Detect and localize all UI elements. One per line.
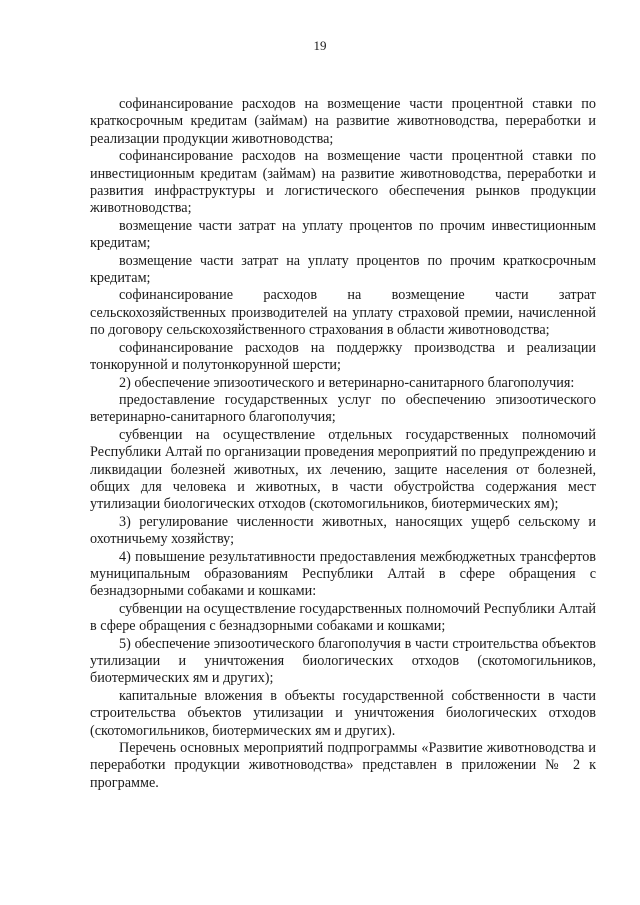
- paragraph: 5) обеспечение эпизоотического благополучия в части строительства объектов утилизации и уничтожения биологических отходов (скотомогильников, биотермических ям и других);: [90, 635, 596, 687]
- page-number: 19: [313, 38, 327, 53]
- paragraph: софинансирование расходов на возмещение части процентной ставки по краткосрочным кредитам (займам) на развитие животноводства, переработки и реализации продукции животноводства;: [90, 96, 596, 147]
- paragraph: софинансирование расходов на возмещение части затрат сельскохозяйственных производителей на уплату страховой премии, начисленной по договору сельскохозяйственного страхования в области животноводства;: [90, 287, 596, 339]
- paragraph: возмещение части затрат на уплату процентов по прочим инвестиционным кредитам;: [90, 217, 596, 252]
- paragraph: 3) регулирование численности животных, наносящих ущерб сельскому и охотничьему хозяйству;: [90, 513, 596, 548]
- paragraph: софинансирование расходов на поддержку производства и реализации тонкорунной и полутонкорунной шерсти;: [90, 339, 596, 374]
- document-body: [90, 96, 596, 792]
- paragraph: софинансирование расходов на возмещение части процентной ставки по инвестиционным кредитам (займам) на развитие животноводства, переработки и развития инфраструктуры и логистического обеспечения рынков продукции животноводства;: [90, 148, 596, 217]
- paragraph: Перечень основных мероприятий подпрограммы «Развитие животноводства и переработки продукции животноводства» представлен в приложении № 2 к программе.: [90, 740, 596, 791]
- paragraph: субвенции на осуществление отдельных государственных полномочий Республики Алтай по организации проведения мероприятий по предупреждению и ликвидации болезней животных, их лечению, защите населения от болезней, общих для человека и животных, в части обустройства содержания мест утилизации биологических отходов (скотомогильников, биотермических ям);: [90, 426, 596, 513]
- paragraph: предоставление государственных услуг по обеспечению эпизоотического ветеринарно-санитарного благополучия;: [90, 391, 596, 426]
- paragraph: 4) повышение результативности предоставления межбюджетных трансфертов муниципальным образованиям Республики Алтай в сфере обращения с безнадзорными собаками и кошками:: [90, 548, 596, 600]
- paragraph: возмещение части затрат на уплату процентов по прочим краткосрочным кредитам;: [90, 252, 596, 287]
- paragraph: капитальные вложения в объекты государственной собственности в части строительства объектов утилизации и уничтожения биологических отходов (скотомогильников, биотермических ям и других).: [90, 687, 596, 739]
- paragraph: 2) обеспечение эпизоотического и ветеринарно-санитарного благополучия:: [119, 374, 575, 391]
- paragraph: субвенции на осуществление государственных полномочий Республики Алтай в сфере обращения с безнадзорными собаками и кошками;: [90, 600, 596, 635]
